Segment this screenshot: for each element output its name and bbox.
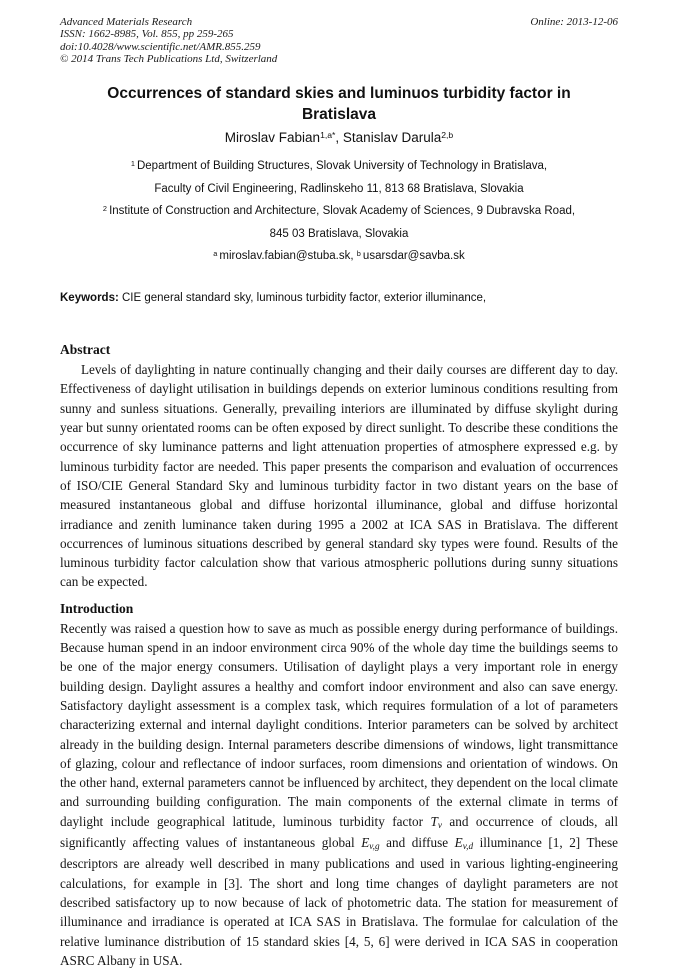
doi-line: doi:10.4028/www.scientific.net/AMR.855.259 — [60, 40, 261, 53]
abstract-heading: Abstract — [60, 342, 111, 358]
introduction-paragraph: Recently was raised a question how to save as much as possible energy during performance of buildings. Because human spend in an indoor environment circa 90% of the whole day time the buildings seems to be one of the major energy consumers. Utilisation of daylight plays a very important role in energy building design. Daylight assures a healthy and comfort indoor environment and also can save energy. Satisfactory daylight assessment is a complex task, which requires formulation of a lot of parameters characterizing external and internal daylight conditions. Interior parameters can be solved by architect already in the building design. Internal parameters describe dimensions of windows, light transmittance of glazing, colour and reflectance of indoor surfaces, room dimensions and orientation of windows. On the other hand, external parameters cannot be influenced by architect, they dependent on the local climate and surrounding building configuration. The main components of the external climate in terms of daylight include geographical latitude, luminous turbidity factor Tv and occurrence of clouds, all significantly affecting values of instantaneous global Ev,g and diffuse Ev,d illuminance [1, 2] These descriptors are already well described in many publications and used in various lighting-engineering calculations, for example in [3]. The short and long time changes of daylight parameters are not described satisfactory up to now because of lack of photometric data. The station for measurement of illuminance and irradiance is operated at ICA SAS in Bratislava. The formulae for calculation of the relative luminance distribution of 15 standard skies [4, 5, 6] were derived in ICA SAS in cooperation ASRC Albany in USA. — [60, 620, 619, 968]
paper-title: Occurrences of standard skies and luminuos turbidity factor in Bratislava — [107, 85, 571, 124]
keywords-value: CIE general standard sky, luminous turbidity factor, exterior illuminance, — [118, 292, 487, 305]
journal-header-left — [60, 16, 277, 65]
abstract-paragraph: Levels of daylighting in nature continually changing and their daily courses are different day to day. Effectiveness of daylight utilisation in buildings depends on exterior luminous conditions resulting from sunny and sunless situations. Generally, prevailing interiors are illuminated by diffuse skylight during year but sunny orientated rooms can be often exposed by direct sunlight. To describe these conditions the occurrence of sky luminance patterns and light attenuation properties of atmosphere expressed e.g. by luminous turbidity factor are needed. This paper presents the comparison and evaluation of occurrences of ISO/CIE General Standard Sky and luminous turbidity factor in two distant years on the base of measured instantaneous global and diffuse horizontal illuminance, global and diffuse horizontal irradiance and zenith luminance taken during 1995 a 2002 at ICA SAS in Bratislava. The different occurrences of luminous situations described by general standard sky types were found. Results of the luminous turbidity factor calculation show that various atmospheric pollutions during sunny situations can be expected. — [60, 362, 618, 590]
introduction-heading: Introduction — [60, 600, 134, 616]
affiliation-2-line-1: $^2$ Institute of Construction and Architecture, Slovak Academy of Sciences, 9 Dubravska Road, — [102, 203, 576, 218]
online-date: Online: 2013-12-06 — [530, 16, 618, 28]
keywords-line — [60, 291, 618, 306]
journal-name: Advanced Materials Research — [60, 16, 193, 28]
journal-header — [60, 16, 618, 65]
affiliation-1-line-1: $^1$ Department of Building Structures, Slovak University of Technology in Bratislava, — [130, 158, 548, 173]
affiliations-block — [60, 155, 618, 268]
authors-line: Miroslav Fabian$^{1,a*}$, Stanislav Darula$^{2,b}$ — [224, 130, 454, 146]
author-emails: $^a$ miroslav.fabian@stuba.sk, $^b$ usarsdar@savba.sk — [213, 248, 465, 263]
keywords-label: Keywords: — [60, 292, 119, 305]
copyright-line: © 2014 Trans Tech Publications Ltd, Switzerland — [60, 52, 278, 65]
affiliation-1-line-2: Faculty of Civil Engineering, Radlinskeho 11, 813 68 Bratislava, Slovakia — [154, 183, 524, 196]
issn-volume-line: ISSN: 1662-8985, Vol. 855, pp 259-265 — [60, 28, 234, 41]
affiliation-2-line-2: 845 03 Bratislava, Slovakia — [269, 228, 409, 241]
